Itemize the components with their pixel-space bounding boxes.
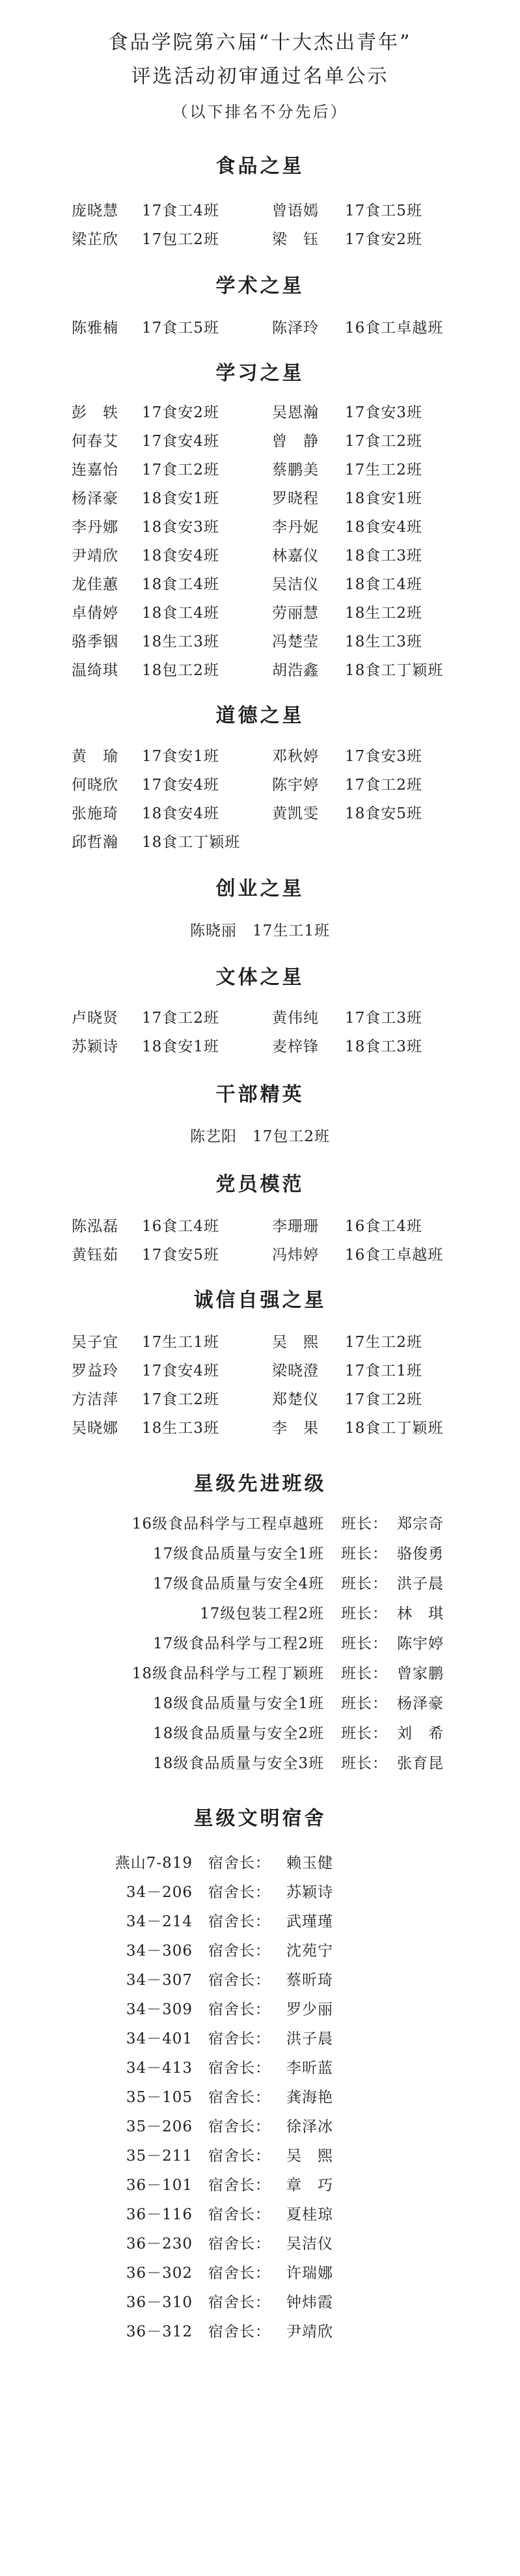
nominee-class: 18生工3班 [142,633,219,650]
nominee-name: 陈艺阳 [190,1128,238,1145]
dorm-number: 35－206 [126,2118,193,2135]
dorm-head-label: 宿舍长： [208,2236,271,2252]
dorm-row [0,2025,520,2054]
dorm-row [0,2318,520,2347]
dorm-head-name: 赖玉健 [286,1855,333,1872]
nominee-class: 18食安5班 [345,805,422,822]
nominee-name: 吴洁仪 [272,576,319,593]
award-section [0,876,520,945]
class-name: 18级食品质量与安全1班 [153,1695,324,1712]
dorm-head-label: 宿舍长： [208,2060,271,2077]
nominee-class: 17食安3班 [345,748,422,765]
dorm-head-label: 宿舍长： [208,2177,271,2194]
award-section [0,703,520,857]
dorm-row [0,1878,520,1907]
nominee-class: 17食工2班 [142,1391,219,1408]
nominee-class: 17食安4班 [142,777,219,794]
award-section [0,154,520,254]
nominee-class: 16食工卓越班 [345,1247,444,1264]
nominee-class: 17食安4班 [142,1363,219,1379]
dorm-head-label: 宿舍长： [208,1913,271,1930]
monitor-label: 班长： [341,1755,388,1772]
dorm-head-label: 宿舍长： [208,2118,271,2135]
award-section [0,1288,520,1443]
dorm-head-name: 苏颖诗 [286,1884,333,1901]
monitor-label: 班长： [341,1516,388,1532]
dorm-head-name: 蔡昕琦 [286,1972,333,1989]
nominee-class: 17食工5班 [345,202,422,219]
nominee-class: 18食安4班 [345,519,422,536]
nominee-name: 冯炜婷 [272,1247,319,1264]
award-section [0,1082,520,1151]
nominee-class: 17食安4班 [142,433,219,450]
nominee-name: 龙佳蕙 [72,576,118,593]
star-classes-heading: 星级先进班级 [193,1473,327,1495]
dorm-number: 36－230 [126,2236,193,2252]
nominee-name: 李丹娜 [72,519,118,536]
nominee-name: 李丹妮 [272,519,319,536]
nominee-class: 18食安1班 [142,490,219,507]
star-dorms-heading: 星级文明宿舍 [193,1807,327,1830]
dorm-head-name: 吴 煕 [286,2148,333,2165]
dorm-row [0,2171,520,2200]
nominee-name: 黄凯雯 [272,805,319,822]
nominee-name: 尹靖欣 [72,547,118,564]
name-grid [72,742,520,857]
section-heading: 诚信自强之星 [193,1289,327,1312]
dorm-row [0,2083,520,2112]
nominee-name: 何晓欣 [72,777,118,794]
section-heading: 学习之星 [215,362,305,385]
page-title-line1: 食品学院第六届“十大杰出青年” [108,31,412,54]
nominee-class: 17食安5班 [142,1247,219,1264]
dorm-number: 34－309 [126,2001,193,2018]
monitor-label: 班长： [341,1635,388,1652]
name-grid [72,398,520,685]
nominee-class: 17食工3班 [345,1010,422,1027]
nominee-class: 18包工2班 [142,662,219,679]
nominee-name: 何春艾 [72,433,118,450]
section-heading: 学术之星 [215,275,305,298]
dorm-row [0,1995,520,2025]
dorm-row [0,2200,520,2230]
nominee-class: 17食工2班 [142,1010,219,1027]
nominee-class: 17食安2班 [142,404,219,421]
nominee-class: 18食工丁颖班 [345,662,444,679]
award-section [0,361,520,685]
monitor-name: 洪子晨 [397,1575,444,1592]
nominee-class: 17包工2班 [253,1128,330,1145]
dorm-head-label: 宿舍长： [208,2294,271,2311]
dorm-head-name: 吴洁仪 [286,2236,333,2252]
nominee-class: 17食工2班 [345,1391,422,1408]
nominee-name: 杨泽豪 [72,490,118,507]
name-grid [72,1004,520,1061]
nominee-name: 麦梓锋 [272,1038,319,1055]
nominee-name: 方洁萍 [72,1391,118,1408]
star-classes-section [0,1471,520,1779]
dorm-head-label: 宿舍长： [208,1972,271,1989]
class-row [0,1749,520,1779]
class-row [0,1569,520,1599]
nominee-name: 曾 静 [272,433,319,450]
dorm-head-name: 徐泽冰 [286,2118,333,2135]
dorm-head-label: 宿舍长： [208,1855,271,1872]
nominee-name: 彭 轶 [72,404,118,421]
nominee-class: 16食工4班 [142,1218,219,1235]
class-name: 18级食品科学与工程丁颖班 [131,1665,324,1682]
name-grid [72,314,520,342]
class-name: 18级食品质量与安全3班 [153,1755,324,1772]
monitor-label: 班长： [341,1605,388,1622]
section-heading: 食品之星 [215,155,305,178]
class-row [0,1719,520,1749]
dorm-head-label: 宿舍长： [208,2265,271,2282]
nominee-class: 17食安2班 [345,231,422,248]
dorm-number: 34－401 [126,2030,193,2047]
award-section [0,273,520,342]
award-section [0,965,520,1061]
dorm-number: 35－105 [126,2089,193,2106]
dorm-head-name: 许瑞娜 [286,2265,333,2282]
nominee-name: 李珊珊 [272,1218,319,1235]
dorm-head-label: 宿舍长： [208,1884,271,1901]
class-row [0,1539,520,1569]
dorm-head-name: 夏桂琼 [286,2206,333,2223]
monitor-label: 班长： [341,1695,388,1712]
dorm-head-name: 钟炜霞 [286,2294,333,2311]
monitor-name: 林 琪 [397,1605,444,1622]
nominee-name: 梁芷欣 [72,231,118,248]
monitor-label: 班长： [341,1575,388,1592]
nominee-name: 胡浩鑫 [272,662,319,679]
dorm-number: 34－413 [126,2060,193,2077]
nominee-class: 18食工4班 [142,576,219,593]
nominee-class: 18食安1班 [345,490,422,507]
nominee-class: 17食安3班 [345,404,422,421]
section-heading: 党员模范 [215,1173,305,1196]
star-dorms-section [0,1806,520,2347]
class-name: 17级食品科学与工程2班 [153,1635,324,1652]
monitor-label: 班长： [341,1665,388,1682]
class-name: 17级食品质量与安全4班 [153,1575,324,1592]
nominee-name: 陈泓磊 [72,1218,118,1235]
nominee-name: 吴恩瀚 [272,404,319,421]
name-grid [72,1212,520,1269]
nominee-class: 18食工3班 [345,547,422,564]
monitor-name: 张育昆 [397,1755,444,1772]
dorm-head-label: 宿舍长： [208,1943,271,1960]
nominee-name: 罗益玲 [72,1363,118,1379]
dorm-head-label: 宿舍长： [208,2323,271,2340]
nominee-class: 18食工4班 [142,605,219,622]
dorm-row [0,1907,520,1937]
dorm-row [0,2230,520,2259]
nominee-class: 17食安1班 [142,748,219,765]
dorm-row [0,2112,520,2142]
monitor-name: 郑宗奇 [397,1516,444,1532]
monitor-name: 杨泽豪 [397,1695,444,1712]
nominee-name: 温绮琪 [72,662,118,679]
nominee-name: 冯楚莹 [272,633,319,650]
nominee-name: 邱哲瀚 [72,834,118,851]
monitor-name: 曾家鹏 [397,1665,444,1682]
nominee-name: 卓倩婷 [72,605,118,622]
dorm-number: 35－211 [126,2148,193,2165]
dorm-number: 36－312 [126,2323,193,2340]
monitor-name: 骆俊勇 [397,1545,444,1562]
nominee-name: 黄钰茹 [72,1247,118,1264]
nominee-class: 16食工卓越班 [345,320,444,337]
dorm-head-label: 宿舍长： [208,2089,271,2106]
dorm-head-name: 武瑾瑾 [286,1913,333,1930]
dorm-head-label: 宿舍长： [208,2148,271,2165]
nominee-class: 17食工2班 [142,462,219,478]
dorm-head-label: 宿舍长： [208,2206,271,2223]
dorm-row [0,2259,520,2288]
nominee-class: 17生工2班 [345,462,422,478]
dorm-number: 34－306 [126,1943,193,1960]
dorm-row [0,1937,520,1966]
single-nominee-row [0,917,520,945]
nominee-class: 17生工2班 [345,1334,422,1351]
dorm-number: 34－206 [126,1884,193,1901]
class-name: 16级食品科学与工程卓越班 [131,1516,324,1532]
nominee-class: 17食工2班 [345,433,422,450]
monitor-label: 班长： [341,1545,388,1562]
nominee-class: 18食安1班 [142,1038,219,1055]
star-classes-list [0,1509,520,1779]
nominee-name: 连嘉怡 [72,462,118,478]
nominee-class: 17食工4班 [142,202,219,219]
dorm-row [0,2142,520,2171]
nominee-class: 18食工丁颖班 [345,1420,444,1437]
nominee-name: 苏颖诗 [72,1038,118,1055]
nominee-name: 郑楚仪 [272,1391,319,1408]
monitor-label: 班长： [341,1725,388,1742]
nominee-class: 18食安3班 [142,519,219,536]
star-dorms-list [0,1849,520,2347]
nominee-name: 林嘉仪 [272,547,319,564]
nominee-name: 陈宇婷 [272,777,319,794]
section-heading: 创业之星 [215,878,305,900]
dorm-head-name: 章 巧 [286,2177,333,2194]
dorm-number: 36－302 [126,2265,193,2282]
nominee-name: 罗晓程 [272,490,319,507]
nominee-class: 17生工1班 [253,922,330,939]
dorm-head-name: 罗少丽 [286,2001,333,2018]
class-row [0,1629,520,1659]
page-title-line2: 评选活动初审通过名单公示 [131,65,389,88]
class-row [0,1659,520,1689]
nominee-class: 18食工丁颖班 [142,834,241,851]
nominee-name: 蔡鹏美 [272,462,319,478]
monitor-name: 刘 希 [397,1725,444,1742]
nominee-class: 18生工3班 [345,633,422,650]
single-nominee-row [0,1122,520,1151]
nominee-name: 梁 钰 [272,231,319,248]
award-section [0,1172,520,1269]
nominee-name: 吴子宜 [72,1334,118,1351]
dorm-head-name: 洪子晨 [286,2030,333,2047]
nominee-name: 陈晓丽 [190,922,238,939]
class-name: 17级食品质量与安全1班 [153,1545,324,1562]
nominee-class: 17食工1班 [345,1363,422,1379]
dorm-number: 36－101 [126,2177,193,2194]
section-heading: 干部精英 [215,1083,305,1106]
dorm-head-name: 龚海艳 [286,2089,333,2106]
nominee-class: 18食工3班 [345,1038,422,1055]
dorm-number: 36－310 [126,2294,193,2311]
class-name: 17级包装工程2班 [200,1605,324,1622]
section-heading: 文体之星 [215,966,305,989]
nominee-class: 17食工5班 [142,320,219,337]
nominee-class: 17食工2班 [345,777,422,794]
nominee-class: 17生工1班 [142,1334,219,1351]
nominee-name: 骆季铟 [72,633,118,650]
nominee-name: 曾语嫣 [272,202,319,219]
name-grid [72,1328,520,1443]
nominee-name: 黄 瑜 [72,748,118,765]
nominee-name: 陈泽玲 [272,320,319,337]
dorm-row [0,2288,520,2318]
dorm-row [0,1849,520,1878]
dorm-head-label: 宿舍长： [208,2001,271,2018]
class-row [0,1689,520,1719]
nominee-class: 16食工4班 [345,1218,422,1235]
dorm-row [0,2054,520,2083]
nominee-name: 陈雅楠 [72,320,118,337]
nominee-name: 邓秋婷 [272,748,319,765]
nominee-class: 18生工2班 [345,605,422,622]
nominee-name: 吴 煕 [272,1334,319,1351]
nominee-name: 卢晓贤 [72,1010,118,1027]
nominee-name: 梁晓澄 [272,1363,319,1379]
nominee-class: 18食安4班 [142,547,219,564]
nominee-name: 李 果 [272,1420,319,1437]
nominee-name: 劳丽慧 [272,605,319,622]
dorm-number: 燕山7-819 [115,1855,193,1872]
dorm-number: 36－116 [126,2206,193,2223]
class-name: 18级食品质量与安全2班 [153,1725,324,1742]
dorm-row [0,1966,520,1995]
dorm-head-name: 尹靖欣 [286,2323,333,2340]
award-sections [0,154,520,1443]
dorm-number: 34－214 [126,1913,193,1930]
dorm-head-name: 李昕蓝 [286,2060,333,2077]
class-row [0,1599,520,1629]
nominee-name: 吴晓娜 [72,1420,118,1437]
nominee-name: 张施琦 [72,805,118,822]
nominee-class: 17包工2班 [142,231,219,248]
class-row [0,1509,520,1539]
nominee-name: 黄伟纯 [272,1010,319,1027]
nominee-name: 庞晓慧 [72,202,118,219]
nominee-class: 18食工4班 [345,576,422,593]
dorm-head-name: 沈苑宁 [286,1943,333,1960]
name-grid [72,197,520,254]
dorm-number: 34－307 [126,1972,193,1989]
dorm-head-label: 宿舍长： [208,2030,271,2047]
nominee-class: 18生工3班 [142,1420,219,1437]
section-heading: 道德之星 [215,704,305,727]
nominee-class: 18食安4班 [142,805,219,822]
page-subtitle: （以下排名不分先后） [172,103,348,121]
monitor-name: 陈宇婷 [397,1635,444,1652]
